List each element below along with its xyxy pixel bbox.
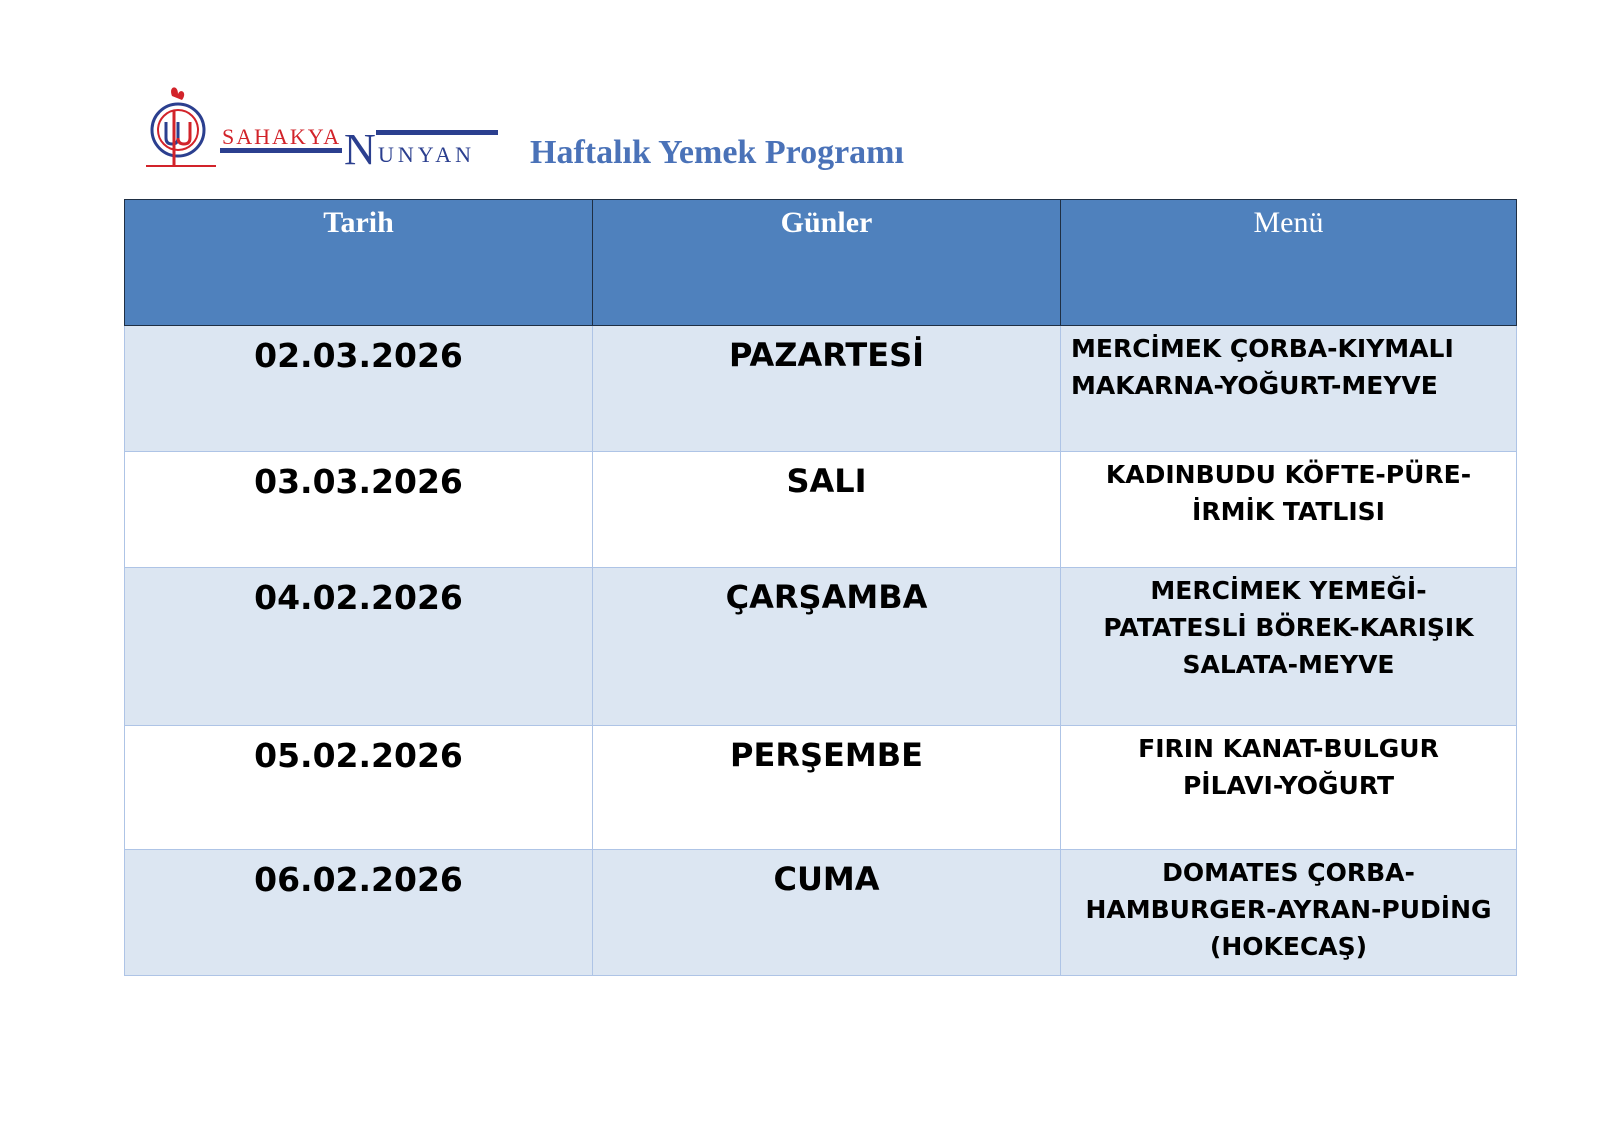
logo-name-part1: SAHAKYA [222, 124, 342, 149]
table-row [125, 568, 1517, 726]
date-cell: 03.03.2026 [125, 452, 593, 568]
menu-line: FIRIN KANAT-BULGUR [1138, 734, 1439, 763]
menu-line: PATATESLİ BÖREK-KARIŞIK [1103, 613, 1474, 642]
date-cell: 04.02.2026 [125, 568, 593, 726]
date-cell: 05.02.2026 [125, 726, 593, 850]
menu-line: KADINBUDU KÖFTE-PÜRE- [1105, 460, 1472, 489]
page-title: Haftalık Yemek Programı [530, 134, 904, 171]
menu-line: DOMATES ÇORBA- [1162, 858, 1415, 887]
menu-line: SALATA-MEYVE [1182, 650, 1395, 679]
column-header-date: Tarih [125, 200, 593, 326]
logo-name-letter: N [344, 125, 376, 172]
weekly-menu-table [124, 199, 1517, 976]
table-header [125, 200, 1517, 326]
day-cell: CUMA [593, 850, 1061, 976]
day-cell: PERŞEMBE [593, 726, 1061, 850]
menu-line: PİLAVI-YOĞURT [1182, 771, 1395, 800]
menu-cell [1061, 850, 1517, 976]
day-cell: ÇARŞAMBA [593, 568, 1061, 726]
menu-cell [1061, 726, 1517, 850]
menu-line: HAMBURGER-AYRAN-PUDİNG [1085, 895, 1492, 924]
date-cell: 06.02.2026 [125, 850, 593, 976]
table-body [125, 326, 1517, 976]
menu-line: İRMİK TATLISI [1192, 497, 1385, 526]
menu-line: MAKARNA-YOĞURT-MEYVE [1071, 371, 1438, 400]
page-header [140, 82, 1040, 182]
menu-line: (HOKECAŞ) [1209, 932, 1368, 961]
sahakyan-logo [144, 86, 504, 172]
menu-cell [1061, 568, 1517, 726]
sahakyan-emblem-icon [146, 87, 216, 166]
table-row [125, 726, 1517, 850]
menu-cell [1061, 326, 1517, 452]
menu-cell [1061, 452, 1517, 568]
logo-name-part2: UNYAN [378, 142, 475, 167]
column-header-day: Günler [593, 200, 1061, 326]
menu-line: MERCİMEK YEMEĞİ- [1150, 576, 1427, 605]
table-row [125, 452, 1517, 568]
day-cell: SALI [593, 452, 1061, 568]
header-row [125, 200, 1517, 326]
menu-line: MERCİMEK ÇORBA-KIYMALI [1071, 334, 1454, 363]
table-row [125, 326, 1517, 452]
column-header-menu: Menü [1061, 200, 1517, 326]
date-cell: 02.03.2026 [125, 326, 593, 452]
table-row [125, 850, 1517, 976]
day-cell: PAZARTESİ [593, 326, 1061, 452]
